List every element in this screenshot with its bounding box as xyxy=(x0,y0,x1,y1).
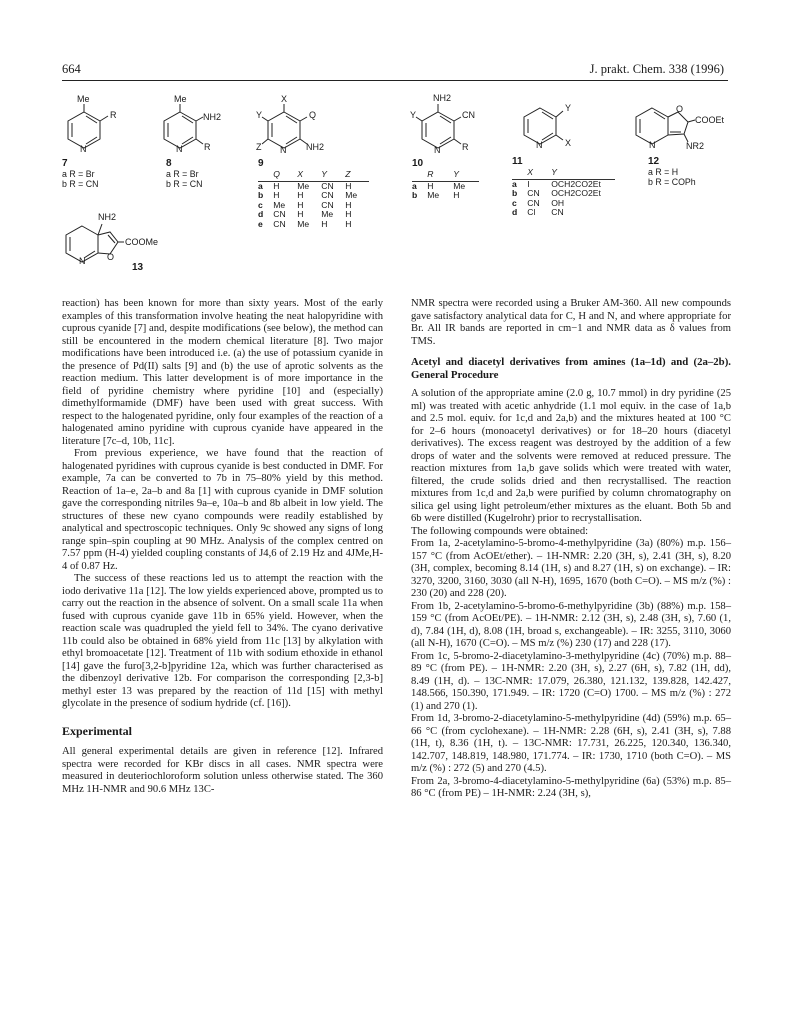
subsection-heading: Acetyl and diacetyl derivatives from amines (1a–1d) and (2a–2b). General Procedure xyxy=(411,356,731,381)
compound-7-subs: a R = Br b R = CN xyxy=(62,169,99,189)
compound-7-number: 7 xyxy=(62,158,68,169)
compound-11-number: 11 xyxy=(512,156,523,167)
paragraph: A solution of the appropriate amine (2.0 g, 10.7 mmol) in dry pyridine (25 ml) was treated with acetic anhydride (1.1 mol equiv. in the case of 1a,b and 2.5 mol. equiv. for 1c,d and 2a,b) and the mixtures heated at 100 °C for 2–6 hours (monoacetyl derivatives) or for 18–20 hours (diacetyl derivatives). The excess reagent was destroyed by the addition of a few drops of water and the solvents were removed at reduced pressure. The reaction mixtures from 1a,b gave solids which were treated with water, filtered, the crude solids dried and then recrystallised. The reaction mixtures from 1c,d and 2a,b were purified by column chromatography on silica gel using light petroleum/ether mixtures as the eluant. Both 5b and 6b were distilled (Kugelrohr) prior to recrystallisation. xyxy=(411,388,731,524)
struct12-cooet: COOEt xyxy=(695,115,725,125)
compound-11-table: X Y a I OCH2CO2Et b CN OCH2CO2Et c CN OH d Cl CN xyxy=(512,168,615,218)
struct8-me: Me xyxy=(174,94,187,104)
struct12-nr2: NR2 xyxy=(686,141,705,151)
paragraph: From previous experience, we have found that the reaction of halogenated pyridines with cuprous cyanide is best conducted in DMF. For example, 7a can be converted to 7b in 75–80% yield by this method. Reaction of 1a–e, 2a–b and 8a [1] with cuprous cyanide in DMF solution gave the corresponding nitriles 9a–e, 10a–b and 8b albeit in low yield. The structures of these new cyano compounds were readily established by analytical and spectroscopic techniques. Only 9c showed any signs of long range spin–spin coupling at 90 MHz. Analysis of the complex centred on 7.57 ppm (H-4) yielded coupling constants of J4,6 of 2.19 Hz and 4JMe,H-4 of 0.87 Hz. xyxy=(62,448,383,572)
struct7-r: R xyxy=(110,110,117,120)
struct13-nh2: NH2 xyxy=(98,212,117,222)
compound-12-subs: a R = H b R = COPh xyxy=(648,167,696,187)
right-column xyxy=(411,298,731,801)
struct9-z: Z xyxy=(256,142,262,152)
struct10-nh2: NH2 xyxy=(433,93,452,103)
compound-entry: From 1c, 5-bromo-2-diacetylamino-3-methylpyridine (4c) (70%) m.p. 88–89 °C (from PE). – 1H-NMR: 2.20 (3H, s), 2.27 (6H, s), 7.82 (1H, dd), 8.49 (1H, d). – 13C-NMR: 17.079, 26.380, 121.132, 139.828, 142.427, 148.566, 150.390, 171.949. – IR: 1720 (C=O) 1700. – MS m/z (%) : 272 (1) and 270 (1). xyxy=(411,650,731,712)
struct7-n: N xyxy=(80,144,87,154)
struct9-n: N xyxy=(280,145,287,155)
compound-13-number: 13 xyxy=(132,262,144,273)
struct10-r: R xyxy=(462,142,469,152)
left-column xyxy=(62,298,383,796)
struct13-n: N xyxy=(79,256,86,266)
compound-10-table: R Y a H Me b Me H xyxy=(412,170,479,201)
compound-9-number: 9 xyxy=(258,158,264,169)
compound-10-number: 10 xyxy=(412,158,424,169)
compound-entry: From 1a, 2-acetylamino-5-bromo-4-methylpyridine (3a) (80%) m.p. 156–157 °C (from AcOEt/ether). – 1H-NMR: 2.20 (3H, s), 2.41 (3H, s), 8.20 (3H, complex, becoming 8.14 (1H, s) and 8.27 (1H, s) on exchange). – IR: 3270, 3200, 3160, 3030 (all N-H), 1695, 1670 (both C=O). – MS m/z (%) : 230 (20) and 228 (20). xyxy=(411,538,731,599)
paragraph: The success of these reactions led us to attempt the reaction with the iodo derivative 11a [12]. The low yields experienced above, prompted us to carry out the reaction in the absence of solvent. On a small scale 11a when fused with cuprous cyanide gave 11b in 65% yield. However, when the reaction scale was quadrupled the yield fell to 34%. The cyano derivative 11b could also be obtained in 68% yield from 11c [13] by alkylation with ethyl bromoacetate [12]. Treatment of 11b with sodium ethoxide in ethanol [14] gave the furo[3,2-b]pyridine 12a, which was further characterised as the dibenzoyl derivative 12b. For comparison the corresponding [2,3-b] methyl ester 13 was prepared by the reaction of 11d [15] with methyl glycolate in the presence of sodium hydride (cf. [16]). xyxy=(62,573,383,709)
struct13-coome: COOMe xyxy=(125,237,159,247)
compound-12-number: 12 xyxy=(648,156,660,167)
page-number: 664 xyxy=(62,62,81,76)
struct9-q: Q xyxy=(309,110,317,120)
struct13-o: O xyxy=(107,252,115,262)
compound-entry: From 2a, 3-bromo-4-diacetylamino-5-methylpyridine (6a) (53%) m.p. 85–86 °C (from PE) – 1H-NMR: 2.24 (3H, s), xyxy=(411,775,731,799)
struct12-o: O xyxy=(676,104,684,114)
paragraph: The following compounds were obtained: xyxy=(411,525,589,537)
paragraph: All general experimental details are given in reference [12]. Infrared spectra were recorded for KBr discs in all cases. NMR spectra were measured in deuteriochloroform solution unless otherwise stated. The 360 MHz 1H-NMR and 90.6 MHz 13C- xyxy=(62,746,383,795)
structure-13-ring xyxy=(62,218,132,274)
struct10-n: N xyxy=(434,145,441,155)
journal-citation: J. prakt. Chem. 338 (1996) xyxy=(589,62,724,76)
struct8-nh2: NH2 xyxy=(203,112,222,122)
struct10-y: Y xyxy=(410,110,417,120)
struct8-r: R xyxy=(204,142,211,152)
struct9-nh2: NH2 xyxy=(306,142,325,152)
section-heading-experimental: Experimental xyxy=(62,723,132,738)
compound-8-subs: a R = Br b R = CN xyxy=(166,169,203,189)
struct8-n: N xyxy=(176,144,183,154)
compound-entry: From 1d, 3-bromo-2-diacetylamino-5-methylpyridine (4d) (59%) m.p. 65–66 °C (from cyclohexane). – 1H-NMR: 2.28 (6H, s), 2.41 (3H, s), 7.88 (1H, t), 8.36 (1H, t). – 13C-NMR: 17.731, 26.225, 120.340, 136.340, 142.707, 148.819, 148.980, 171.774. – IR: 1730, 1710 (both C=O). – MS m/z (%) : 272 (5) and 270 (4.5). xyxy=(411,713,731,774)
struct9-y: Y xyxy=(256,110,263,120)
compound-entry: From 1b, 2-acetylamino-5-bromo-6-methylpyridine (3b) (88%) m.p. 158–159 °C (from AcOEt/PE). – 1H-NMR: 2.12 (3H, s), 2.48 (3H, s), 7.60 (1, d), 7.84 (1H, d), 8.08 (1H, broad s, exchangeable). – IR: 3255, 3110, 3060 (all N-H), 1670 (C=O). – MS m/z (%) 230 (17) and 228 (17). xyxy=(411,600,731,649)
header-rule xyxy=(62,80,728,81)
struct11-n: N xyxy=(536,140,543,150)
struct12-n: N xyxy=(649,140,656,150)
struct11-y: Y xyxy=(565,103,572,113)
compound-9-table: Q X Y Z a H Me CN H b H H CN Me c Me H CN H d CN H Me H e CN Me H H xyxy=(258,170,369,229)
struct7-me: Me xyxy=(77,94,90,104)
struct10-cn: CN xyxy=(462,110,475,120)
struct9-x: X xyxy=(281,94,288,104)
compound-8-number: 8 xyxy=(166,158,172,169)
paragraph: NMR spectra were recorded using a Bruker AM-360. All new compounds gave satisfactory analytical data for C, H and N, and where appropriate for Br. All IR bands are reported in cm−1 and NMR data as δ values from TMS. xyxy=(411,298,731,347)
paragraph: reaction) has been known for more than sixty years. Most of the early examples of this transformation involve heating the neat halopyridine with cuprous cyanide [7] and, despite modifications (see below), the method can still be encountered in the modern chemical literature [8]. Two major modifications have been introduced i.e. (a) the use of potassium cyanide in the presence of Pd(II) salts [9] and (b) the use of aprotic solvents as the reaction medium. This latter development is of more importance in the field of pyridine chemistry where pyridine [10] and (especially) dimethylformamide (DMF) have been used with great success. With respect to the halogenated pyridine, only four examples of the reaction of a halogenated amino pyridine with cuprous cyanide have appeared in the literature [7c–d, 10b, 11c]. xyxy=(62,298,383,447)
struct11-x: X xyxy=(565,138,572,148)
